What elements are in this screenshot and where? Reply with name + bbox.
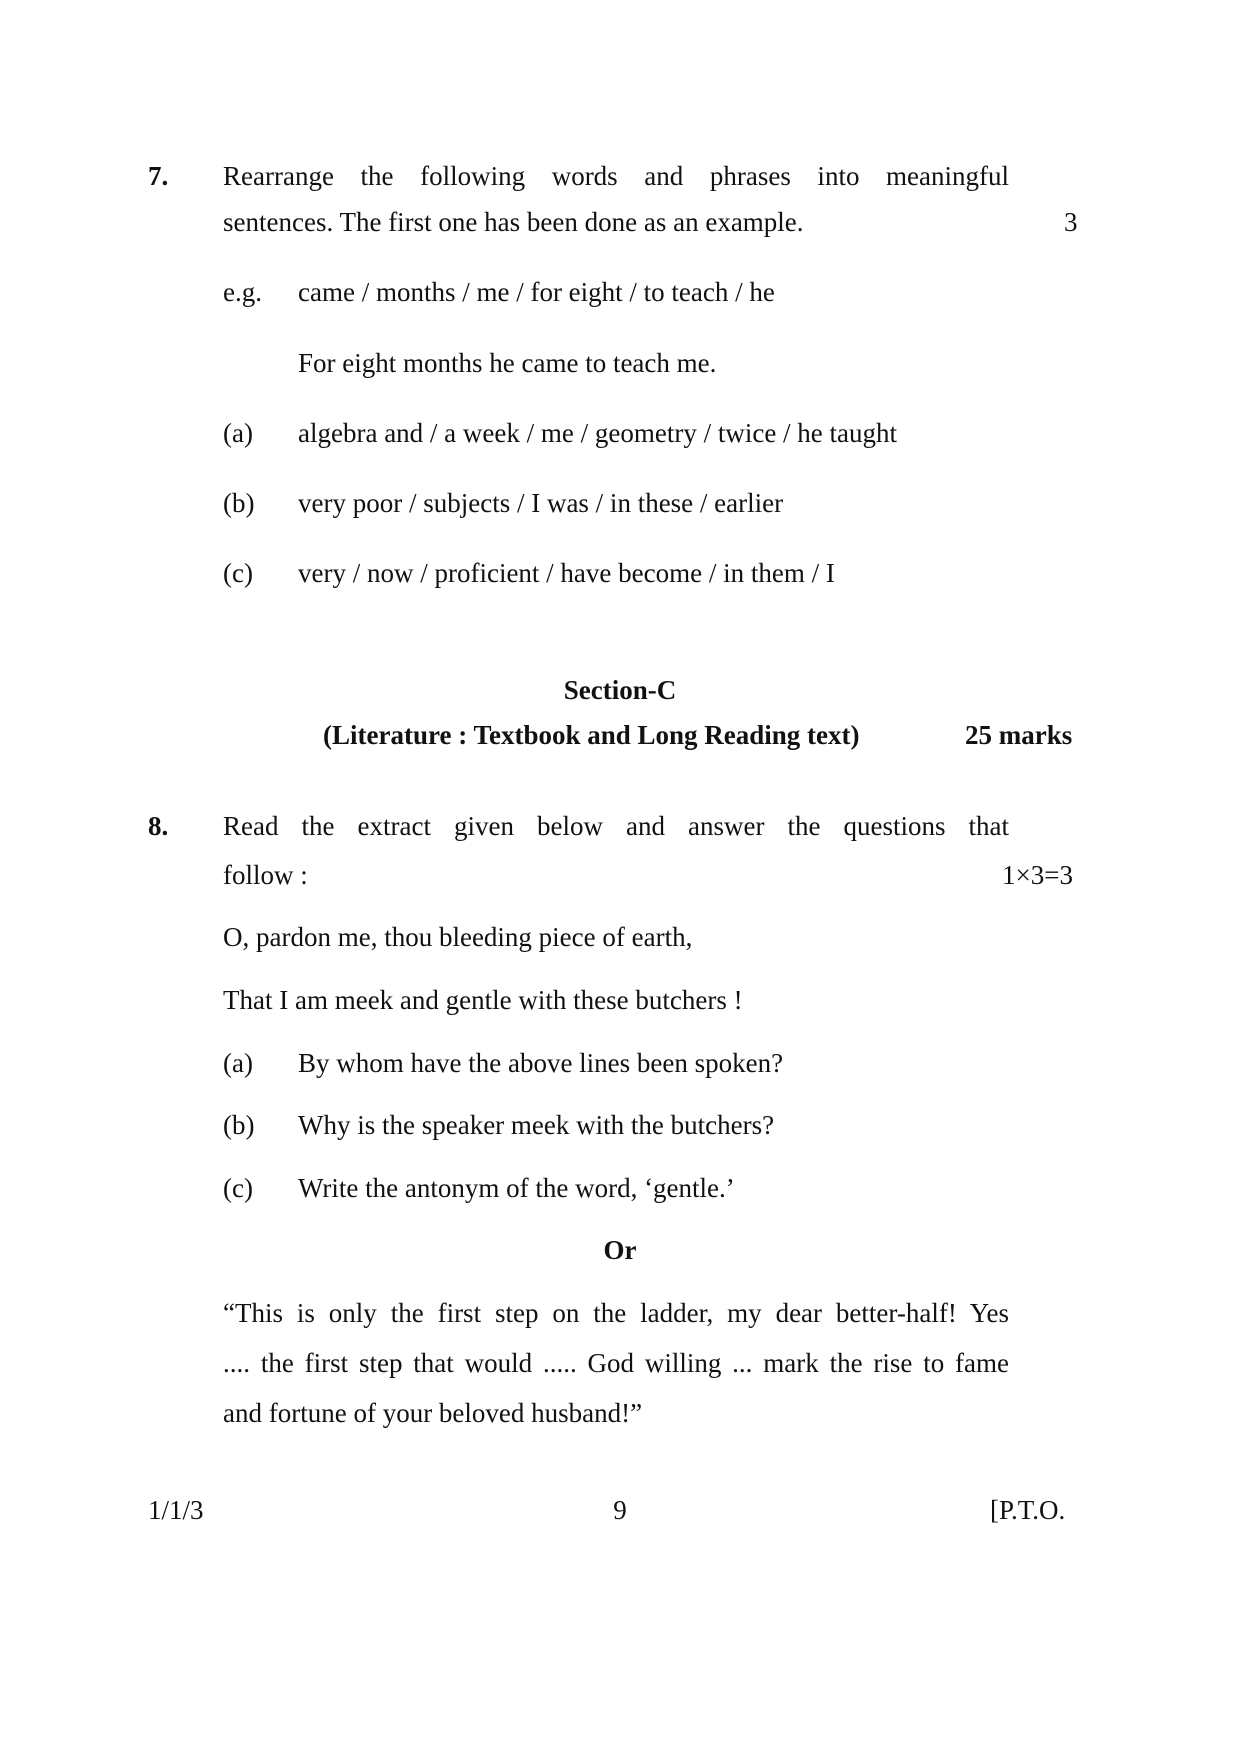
q7-item-text: very poor / subjects / I was / in these / earlier bbox=[298, 488, 784, 518]
q7-item-text: algebra and / a week / me / geometry / twice / he taught bbox=[298, 418, 898, 448]
question-8-marks: 1×3=3 bbox=[1002, 860, 1073, 890]
paper-code: 1/1/3 bbox=[148, 1495, 204, 1525]
extract-line: O, pardon me, thou bleeding piece of earth, bbox=[223, 922, 693, 952]
q7-item-text: very / now / proficient / have become / in them / I bbox=[298, 558, 835, 588]
example-words: came / months / me / for eight / to teach / he bbox=[298, 277, 775, 307]
section-marks: 25 marks bbox=[965, 720, 1073, 750]
q8-item-text: By whom have the above lines been spoken? bbox=[298, 1048, 784, 1078]
question-7-marks: 3 bbox=[1064, 207, 1078, 237]
or-divider: Or bbox=[603, 1235, 637, 1265]
alternative-extract-line3: and fortune of your beloved husband!” bbox=[223, 1398, 643, 1428]
question-7-number: 7. bbox=[148, 161, 169, 191]
q7-item-label: (a) bbox=[223, 418, 253, 448]
q8-item-text: Write the antonym of the word, ‘gentle.’ bbox=[298, 1173, 735, 1203]
alternative-extract-line1: “This is only the first step on the ladder, my dear better-half! Yes bbox=[223, 1298, 1009, 1328]
extract-line: That I am meek and gentle with these butchers ! bbox=[223, 985, 743, 1015]
question-8-text-line1: Read the extract given below and answer the questions that bbox=[223, 811, 1009, 841]
q8-item-label: (c) bbox=[223, 1173, 253, 1203]
q8-item-text: Why is the speaker meek with the butchers? bbox=[298, 1110, 775, 1140]
question-8-text-line2: follow : bbox=[223, 860, 308, 890]
q8-item-label: (b) bbox=[223, 1110, 255, 1140]
page-number: 9 bbox=[613, 1495, 627, 1525]
alternative-extract-line2: .... the first step that would ..... God willing ... mark the rise to fame bbox=[223, 1348, 1009, 1378]
section-title: Section-C bbox=[563, 675, 677, 705]
pto-note: [P.T.O. bbox=[990, 1495, 1066, 1525]
example-label: e.g. bbox=[223, 277, 262, 307]
question-7-text-line1: Rearrange the following words and phrases into meaningful bbox=[223, 161, 1009, 191]
section-subtitle: (Literature : Textbook and Long Reading text) bbox=[323, 720, 860, 750]
question-8-number: 8. bbox=[148, 811, 169, 841]
q7-item-label: (c) bbox=[223, 558, 253, 588]
example-answer: For eight months he came to teach me. bbox=[298, 348, 717, 378]
q7-item-label: (b) bbox=[223, 488, 255, 518]
q8-item-label: (a) bbox=[223, 1048, 253, 1078]
question-7-text-line2: sentences. The first one has been done as an example. bbox=[223, 207, 804, 237]
